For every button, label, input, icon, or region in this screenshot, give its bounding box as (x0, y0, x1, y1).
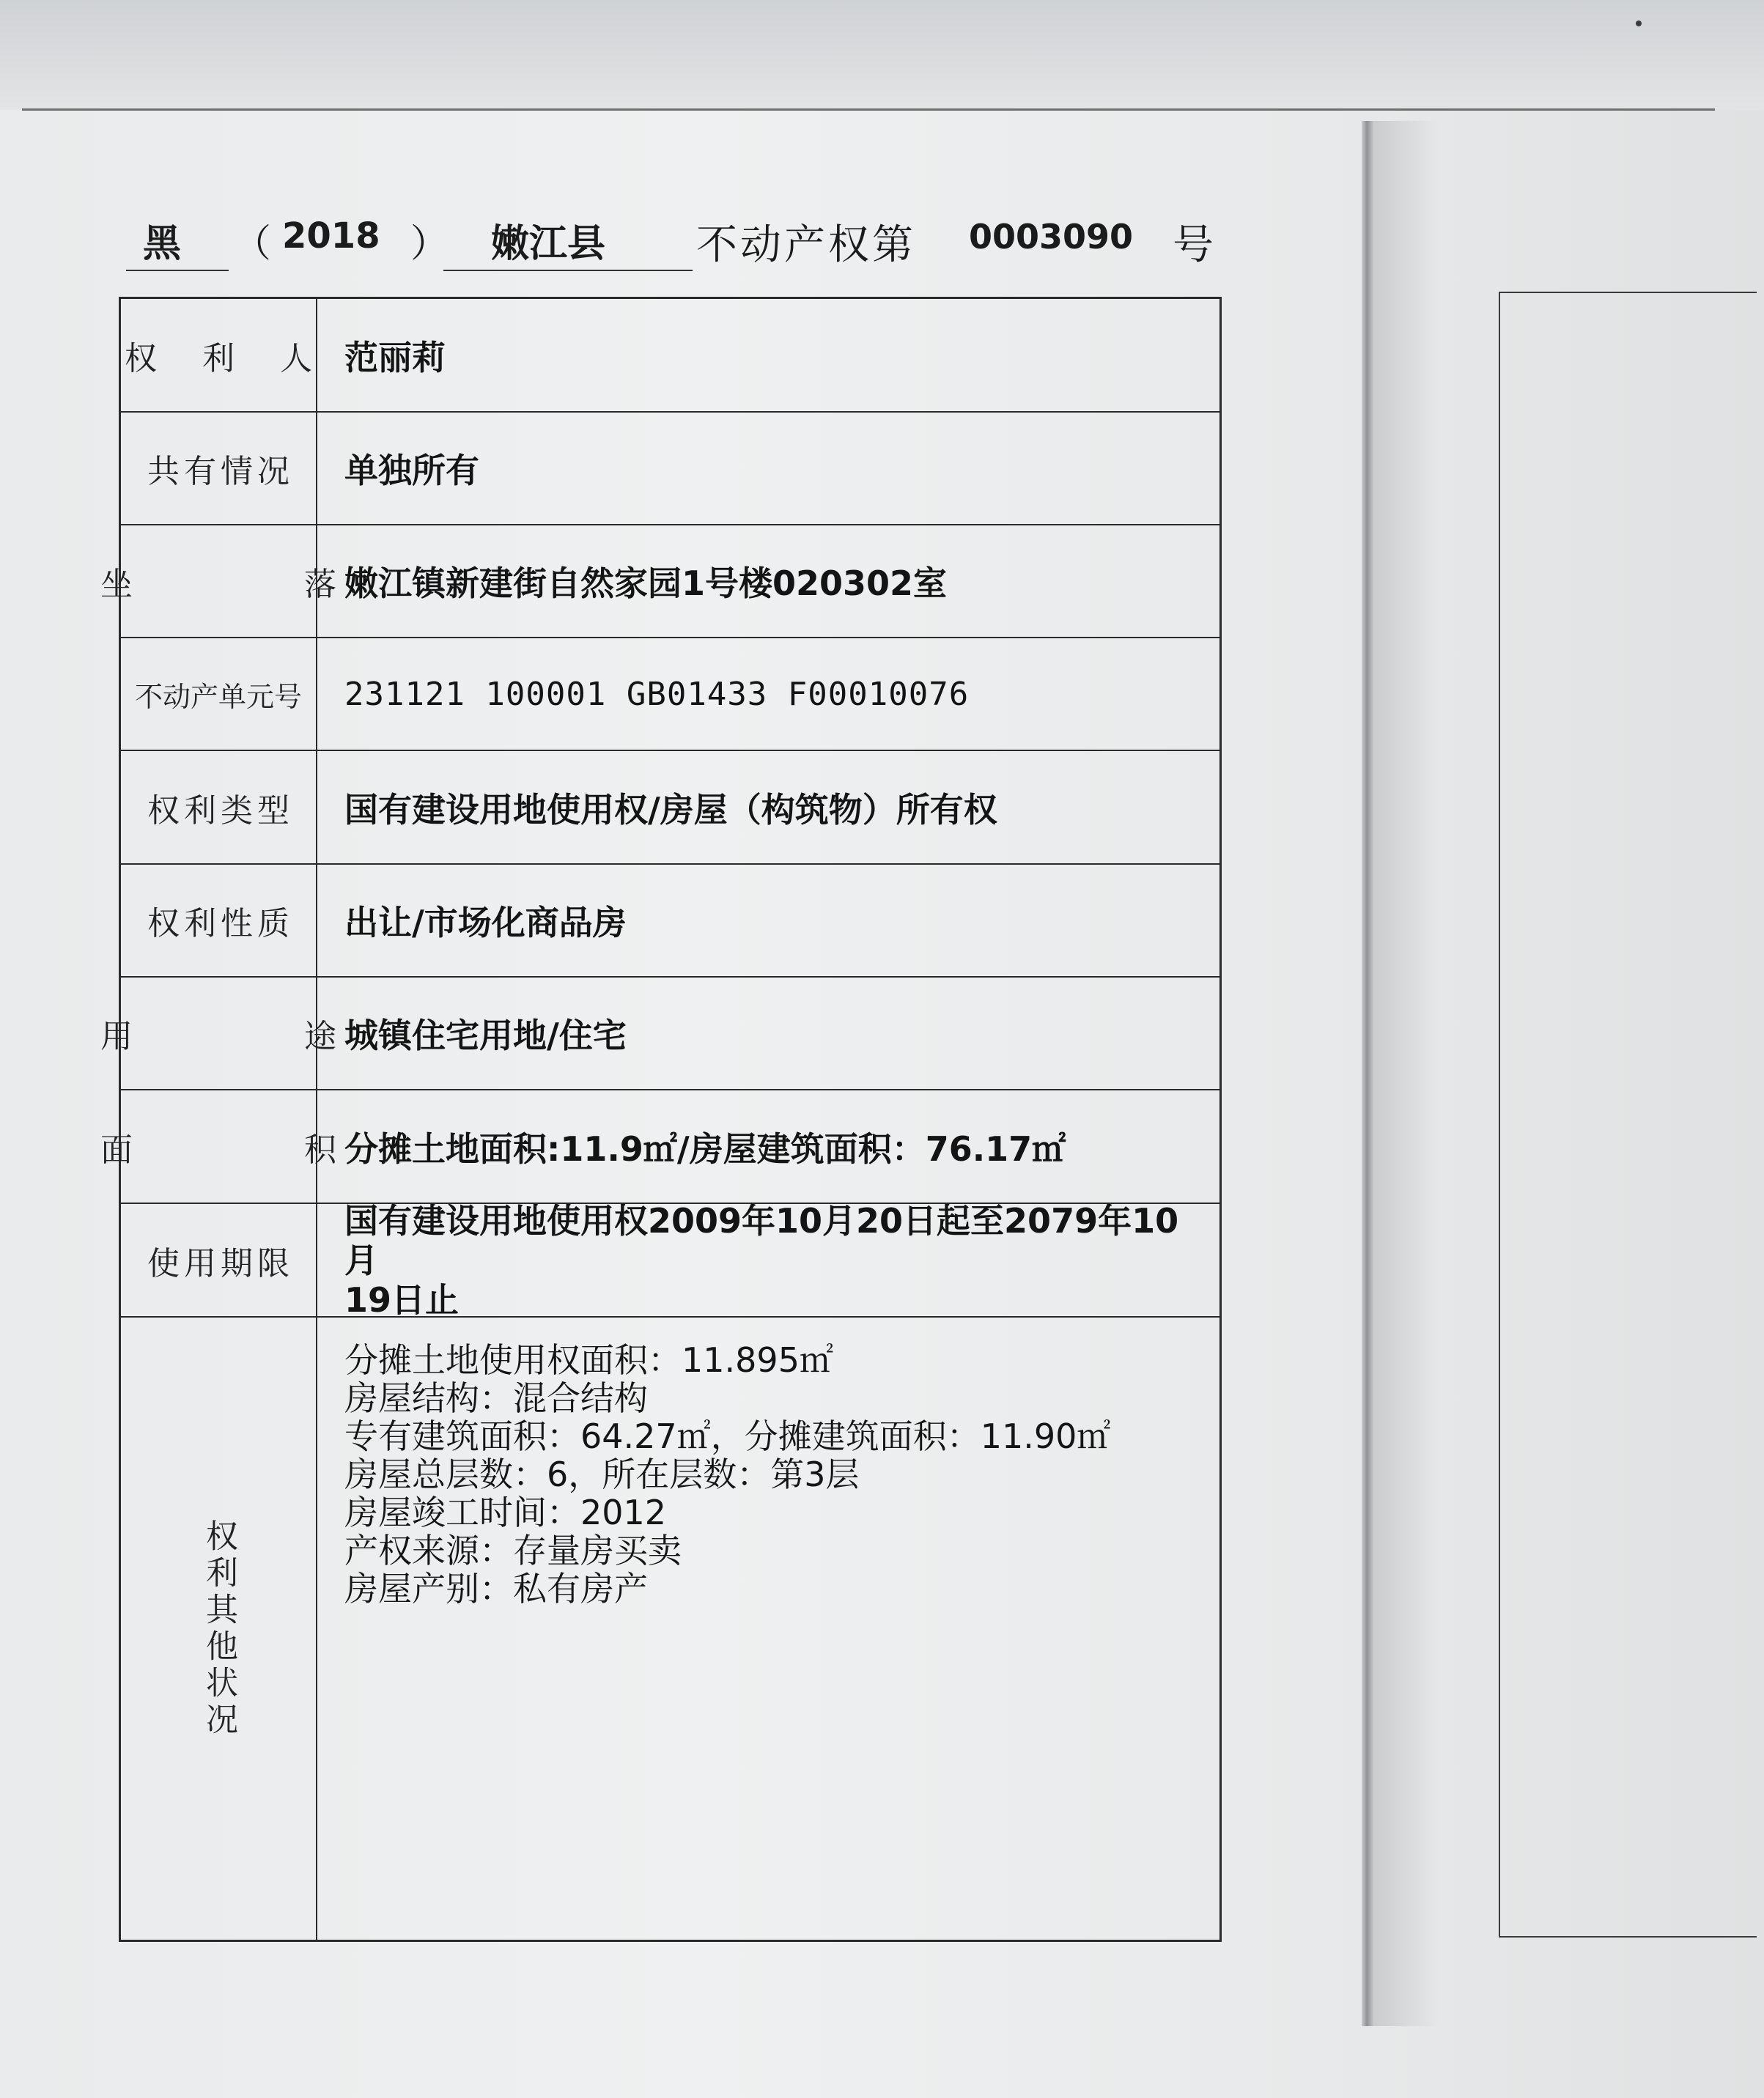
other-line: 房屋竣工时间：2012 (344, 1493, 667, 1532)
value-right-type: 国有建设用地使用权/房屋（构筑物）所有权 (344, 789, 997, 830)
label-unit-number: 不动产单元号 (121, 638, 317, 750)
value-area: 分摊土地面积:11.9㎡/房屋建筑面积：76.17㎡ (344, 1129, 1066, 1169)
label-co-ownership: 共有情况 (121, 413, 317, 524)
header-suffix: 号 (1173, 221, 1214, 269)
term-line-1: 国有建设用地使用权2009年10月20日起至2079年10月 (344, 1200, 1179, 1280)
fold-shadow (1373, 121, 1439, 2026)
value-term (344, 1200, 1212, 1320)
row-area (100, 1090, 1219, 1204)
header-province: 黑 (143, 222, 182, 266)
header-cert-number: 0003090 (969, 217, 1134, 256)
label-other-status: 权利其他状况 (121, 1318, 317, 1940)
header-paren-close: ） (410, 222, 449, 266)
booklet-fold (1362, 121, 1373, 2026)
right-page-frame (1499, 292, 1757, 1938)
row-right-nature (121, 865, 1219, 978)
row-usage (100, 978, 1219, 1090)
page-top-margin (0, 0, 1764, 110)
label-usage: 用 途 (121, 978, 317, 1089)
value-co-ownership: 单独所有 (344, 451, 479, 490)
row-term (121, 1200, 1219, 1320)
header-title-text: 不动产权第 (696, 221, 916, 269)
header-year: 2018 (282, 215, 380, 256)
other-line: 产权来源：存量房买卖 (344, 1531, 682, 1570)
header-county: 嫩江县 (491, 222, 606, 266)
other-line: 专有建筑面积：64.27㎡，分摊建筑面积：11.90㎡ (344, 1416, 1111, 1456)
label-term: 使用期限 (121, 1204, 317, 1316)
label-right-type: 权利类型 (121, 751, 317, 863)
value-right-nature: 出让/市场化商品房 (344, 903, 627, 942)
label-location: 坐 落 (121, 525, 317, 637)
row-other-status (121, 1318, 1219, 1940)
row-co-ownership (121, 413, 1219, 525)
label-right-nature: 权利性质 (121, 865, 317, 976)
other-line: 房屋结构：混合结构 (344, 1378, 648, 1418)
row-owner (121, 299, 1219, 413)
label-owner: 权 利 人 (121, 299, 317, 411)
value-unit-number: 231121 100001 GB01433 F00010076 (344, 675, 970, 713)
row-unit-number (121, 638, 1219, 751)
top-rule-line (22, 108, 1715, 111)
header-paren-open: （ (233, 222, 272, 266)
value-usage: 城镇住宅用地/住宅 (344, 1016, 627, 1055)
row-location (100, 525, 1219, 638)
value-other-status (344, 1341, 1205, 1608)
ink-dot (1636, 21, 1642, 26)
other-line: 房屋总层数：6，所在层数：第3层 (344, 1455, 860, 1494)
other-line: 房屋产别：私有房产 (344, 1569, 648, 1608)
certificate-table (100, 297, 1222, 1942)
other-line: 分摊土地使用权面积：11.895㎡ (344, 1340, 833, 1380)
value-owner: 范丽莉 (344, 337, 446, 377)
province-underline (126, 270, 229, 271)
row-right-type (121, 751, 1219, 865)
label-area: 面 积 (121, 1090, 317, 1203)
county-underline (443, 270, 693, 271)
term-line-2: 19日止 (344, 1279, 460, 1320)
value-location: 嫩江镇新建街自然家园1号楼020302室 (344, 564, 948, 603)
